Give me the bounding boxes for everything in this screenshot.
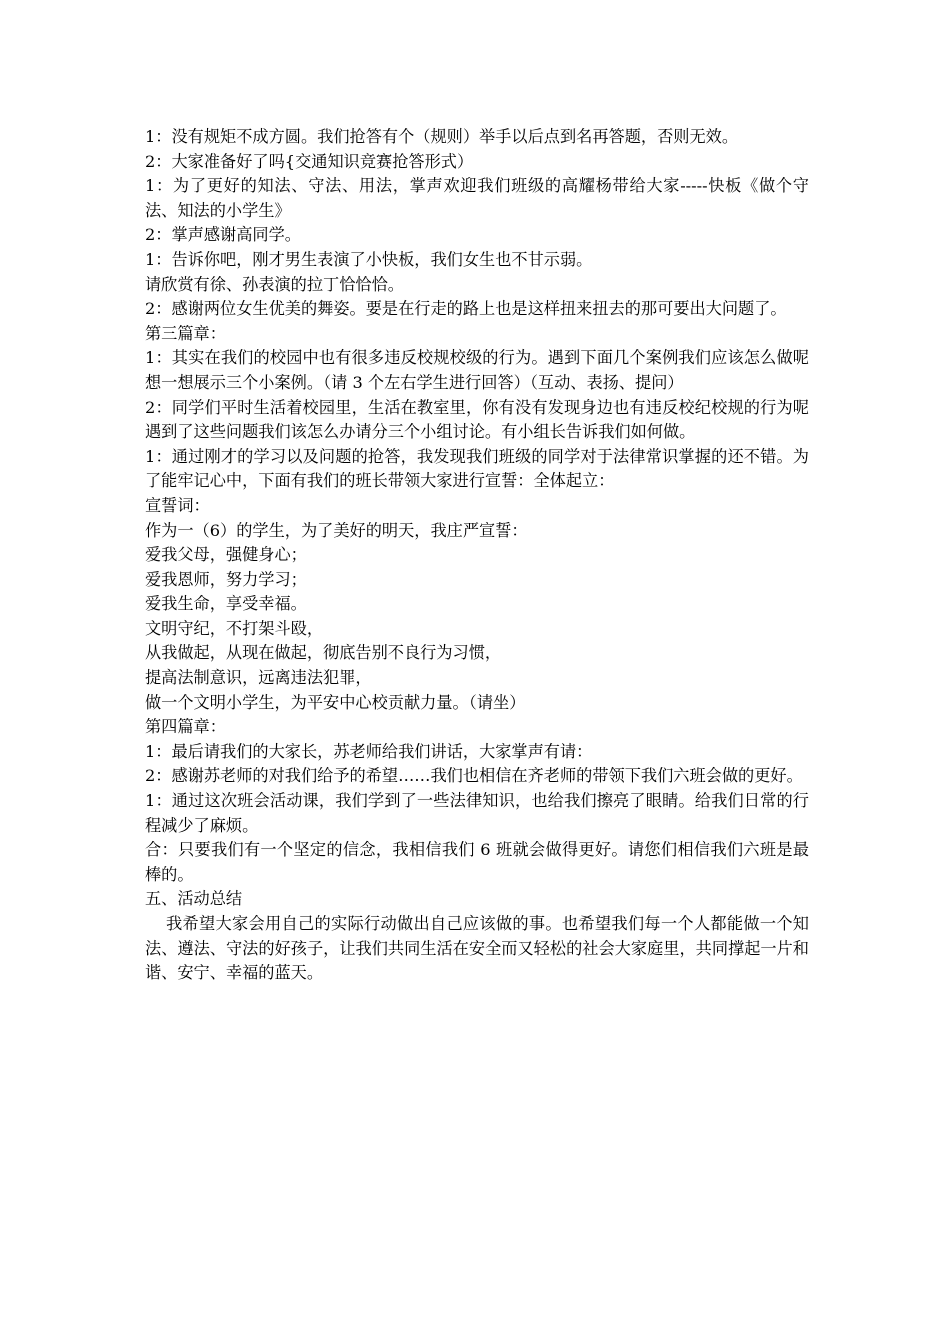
- document-page: [145, 125, 809, 986]
- oath-line: 做一个文明小学生，为平安中心校贡献力量。（请坐）: [145, 692, 526, 712]
- paragraph: 合：只要我们有一个坚定的信念，我相信我们 6 班就会做得更好。请您们相信我们六班是最棒的。: [145, 840, 809, 884]
- paragraph: 1：其实在我们的校园中也有很多违反校规校级的行为。遇到下面几个案例我们应该怎么做呢想一想展示三个小案例。（请 3 个左右学生进行回答）（互动、表扬、提问）: [145, 348, 809, 392]
- oath-title: 宣誓词：: [145, 495, 210, 515]
- paragraph: 1：告诉你吧，刚才男生表演了小快板，我们女生也不甘示弱。: [145, 249, 593, 269]
- paragraph: 1：最后请我们的大家长，苏老师给我们讲话，大家掌声有请：: [145, 741, 593, 761]
- oath-line: 爱我生命，享受幸福。: [145, 594, 307, 614]
- section-heading: 第三篇章：: [145, 323, 226, 343]
- summary-paragraph: 我希望大家会用自己的实际行动做出自己应该做的事。也希望我们每一个人都能做一个知法、遵法、守法的好孩子，让我们共同生活在安全而又轻松的社会大家庭里，共同撑起一片和谐、安宁、幸福的蓝天。: [145, 914, 809, 983]
- section-heading: 第四篇章：: [145, 717, 226, 737]
- oath-line: 提高法制意识，远离违法犯罪，: [145, 668, 372, 688]
- paragraph: 1：通过刚才的学习以及问题的抢答，我发现我们班级的同学对于法律常识掌握的还不错。为了能牢记心中，下面有我们的班长带领大家进行宣誓：全体起立：: [145, 446, 809, 491]
- paragraph: 2：大家准备好了吗{交通知识竞赛抢答形式）: [145, 151, 474, 171]
- paragraph: 2：掌声感谢高同学。: [145, 225, 301, 245]
- paragraph: 1：没有规矩不成方圆。我们抢答有个（规则）举手以后点到名再答题，否则无效。: [145, 127, 739, 146]
- oath-line: 从我做起，从现在做起，彻底告别不良行为习惯，: [145, 643, 502, 663]
- paragraph: 1：通过这次班会活动课，我们学到了一些法律知识，也给我们擦亮了眼睛。给我们日常的行程减少了麻烦。: [145, 791, 809, 835]
- oath-line: 爱我恩师，努力学习；: [145, 569, 307, 589]
- oath-line: 作为一（6）的学生，为了美好的明天，我庄严宣誓：: [145, 520, 528, 540]
- paragraph: 请欣赏有徐、孙表演的拉丁恰恰恰。: [145, 274, 404, 294]
- paragraph: 2：同学们平时生活着校园里，生活在教室里，你有没有发现身边也有违反校纪校规的行为呢遇到了这些问题我们该怎么办请分三个小组讨论。有小组长告诉我们如何做。: [145, 397, 809, 442]
- oath-line: 爱我父母，强健身心；: [145, 545, 307, 565]
- paragraph: 1：为了更好的知法、守法、用法，掌声欢迎我们班级的高耀杨带给大家-----快板《做个守法、知法的小学生》: [145, 176, 809, 220]
- oath-line: 文明守纪，不打架斗殴，: [145, 618, 324, 638]
- paragraph: 2：感谢苏老师的对我们给予的希望……我们也相信在齐老师的带领下我们六班会做的更好。: [145, 766, 803, 786]
- section-heading: 五、活动总结: [145, 889, 243, 909]
- paragraph: 2：感谢两位女生优美的舞姿。要是在行走的路上也是这样扭来扭去的那可要出大问题了。: [145, 299, 787, 319]
